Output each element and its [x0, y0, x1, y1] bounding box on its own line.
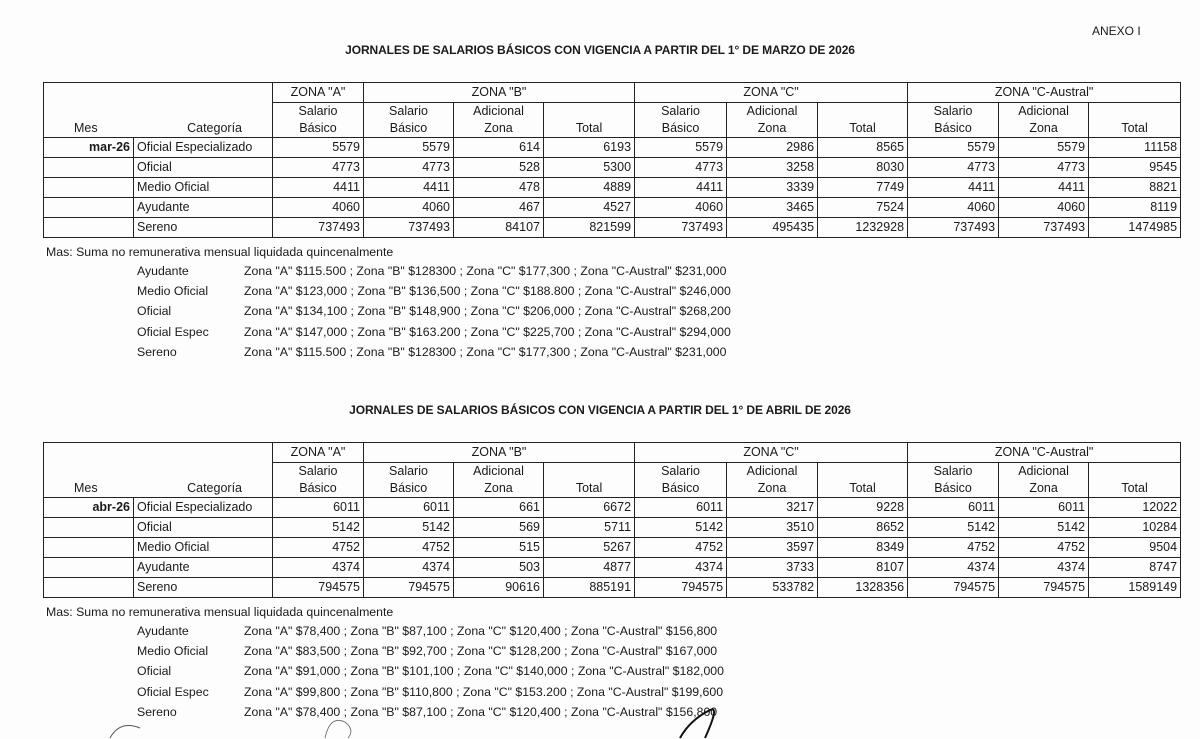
notes-march [46, 245, 731, 362]
cell-c-total: 8030 [818, 157, 908, 177]
cell-a-sal: 794575 [273, 577, 364, 597]
cell-mes [44, 197, 134, 217]
table-title-april: JORNALES DE SALARIOS BÁSICOS CON VIGENCIA A PARTIR DEL 1° DE ABRIL DE 2026 [349, 403, 851, 417]
cell-c-total: 9228 [818, 497, 908, 517]
header-c-salario: Salario Básico [635, 462, 727, 497]
notes-item-label: Medio Oficial [137, 644, 209, 659]
cell-c-adic: 3510 [727, 517, 818, 537]
cell-a-sal: 737493 [273, 217, 364, 237]
notes-item [46, 661, 724, 681]
notes-item-value: Zona "A" $78,400 ; Zona "B" $87,100 ; Zona "C" $120,400 ; Zona "C-Austral" $156,800 [244, 704, 718, 719]
annex-label: ANEXO I [1092, 24, 1141, 38]
cell-c-adic: 3733 [727, 557, 818, 577]
cell-a-sal: 4374 [273, 557, 364, 577]
cell-b-total: 5711 [544, 517, 635, 537]
header-mes: Mes [44, 462, 134, 497]
notes-item-label: Sereno [137, 704, 177, 719]
notes-item-value: Zona "A" $123,000 ; Zona "B" $136,500 ; Zona "C" $188.800 ; Zona "C-Austral" $246,000 [244, 284, 731, 299]
header-zona-c: ZONA "C" [635, 443, 908, 463]
cell-c-sal: 4752 [635, 537, 727, 557]
cell-c-sal: 4411 [635, 177, 727, 197]
cell-c-adic: 495435 [727, 217, 818, 237]
cell-c-total: 7524 [818, 197, 908, 217]
cell-b-adic: 569 [454, 517, 544, 537]
cell-mes: mar-26 [44, 137, 134, 157]
notes-item-value: Zona "A" $115.500 ; Zona "B" $128300 ; Zona "C" $177,300 ; Zona "C-Austral" $231,000 [244, 264, 727, 278]
cell-b-sal: 4060 [364, 197, 454, 217]
cell-mes [44, 537, 134, 557]
cell-c-adic: 3217 [727, 497, 818, 517]
notes-intro: Mas: Suma no remunerativa mensual liquidada quincenalmente [46, 245, 394, 259]
cell-c-total: 8107 [818, 557, 908, 577]
cell-mes [44, 517, 134, 537]
cell-ca-adic: 6011 [999, 497, 1089, 517]
cell-b-sal: 6011 [364, 497, 454, 517]
cell-b-total: 6672 [544, 497, 635, 517]
header-zona-c-austral: ZONA "C-Austral" [908, 83, 1181, 103]
table-row [44, 217, 1181, 237]
cell-ca-adic: 5142 [999, 517, 1089, 537]
cell-ca-sal: 4773 [908, 157, 999, 177]
cell-b-sal: 5579 [364, 137, 454, 157]
header-blank [44, 83, 134, 103]
cell-ca-total: 9504 [1089, 537, 1181, 557]
notes-item [46, 342, 731, 362]
cell-ca-adic: 4752 [999, 537, 1089, 557]
header-ca-adicional: Adicional Zona [999, 462, 1089, 497]
header-b-salario: Salario Básico [364, 102, 454, 137]
notes-item-value: Zona "A" $83,500 ; Zona "B" $92,700 ; Zona "C" $128,200 ; Zona "C-Austral" $167,000 [244, 644, 718, 659]
cell-ca-sal: 4060 [908, 197, 999, 217]
notes-item-value: Zona "A" $78,400 ; Zona "B" $87,100 ; Zona "C" $120,400 ; Zona "C-Austral" $156,800 [244, 624, 718, 638]
header-a-salario: Salario Básico [273, 102, 364, 137]
header-zona-c-austral: ZONA "C-Austral" [908, 443, 1181, 463]
cell-b-total: 4527 [544, 197, 635, 217]
cell-b-sal: 4752 [364, 537, 454, 557]
cell-c-total: 7749 [818, 177, 908, 197]
cell-categoria: Ayudante [134, 557, 273, 577]
cell-b-adic: 528 [454, 157, 544, 177]
cell-c-adic: 3597 [727, 537, 818, 557]
header-ca-salario: Salario Básico [908, 462, 999, 497]
notes-item-label: Oficial Espec [137, 324, 209, 339]
cell-ca-sal: 6011 [908, 497, 999, 517]
cell-b-total: 821599 [544, 217, 635, 237]
cell-mes [44, 557, 134, 577]
header-zona-a: ZONA "A" [273, 443, 364, 463]
notes-item [46, 322, 731, 342]
cell-c-sal: 4374 [635, 557, 727, 577]
notes-item-label: Sereno [137, 344, 177, 359]
header-blank [134, 443, 273, 463]
header-categoria: Categoría [134, 462, 273, 497]
notes-item-value: Zona "A" $99,800 ; Zona "B" $110,800 ; Zona "C" $153.200 ; Zona "C-Austral" $199,600 [244, 684, 724, 699]
cell-c-sal: 5142 [635, 517, 727, 537]
notes-item [46, 301, 731, 321]
cell-b-adic: 84107 [454, 217, 544, 237]
header-ca-total: Total [1089, 462, 1181, 497]
cell-ca-sal: 5579 [908, 137, 999, 157]
salary-table-april [43, 442, 1181, 598]
cell-ca-sal: 4752 [908, 537, 999, 557]
cell-ca-total: 8821 [1089, 177, 1181, 197]
notes-item-value: Zona "A" $134,100 ; Zona "B" $148,900 ; Zona "C" $206,000 ; Zona "C-Austral" $268,200 [244, 304, 731, 319]
cell-ca-adic: 4060 [999, 197, 1089, 217]
notes-item-label: Oficial Espec [137, 684, 209, 699]
cell-ca-sal: 737493 [908, 217, 999, 237]
cell-c-total: 8349 [818, 537, 908, 557]
cell-categoria: Sereno [134, 217, 273, 237]
table-row [44, 517, 1181, 537]
cell-ca-adic: 737493 [999, 217, 1089, 237]
cell-ca-total: 11158 [1089, 137, 1181, 157]
cell-ca-adic: 5579 [999, 137, 1089, 157]
cell-c-total: 1232928 [818, 217, 908, 237]
cell-a-sal: 4411 [273, 177, 364, 197]
notes-item-label: Oficial [137, 664, 172, 679]
cell-categoria: Ayudante [134, 197, 273, 217]
notes-item [46, 281, 731, 301]
notes-item-value: Zona "A" $115.500 ; Zona "B" $128300 ; Zona "C" $177,300 ; Zona "C-Austral" $231,000 [244, 344, 727, 359]
cell-b-adic: 515 [454, 537, 544, 557]
table-row [44, 577, 1181, 597]
cell-ca-total: 10284 [1089, 517, 1181, 537]
cell-a-sal: 5142 [273, 517, 364, 537]
header-zona-b: ZONA "B" [364, 443, 635, 463]
notes-item-label: Medio Oficial [137, 284, 209, 299]
table-row [44, 497, 1181, 517]
cell-b-adic: 478 [454, 177, 544, 197]
notes-item [46, 261, 731, 281]
cell-mes: abr-26 [44, 497, 134, 517]
cell-ca-adic: 4374 [999, 557, 1089, 577]
cell-ca-sal: 794575 [908, 577, 999, 597]
header-b-total: Total [544, 102, 635, 137]
cell-ca-total: 8747 [1089, 557, 1181, 577]
cell-mes [44, 157, 134, 177]
cell-b-sal: 4374 [364, 557, 454, 577]
table-row [44, 157, 1181, 177]
cell-c-sal: 6011 [635, 497, 727, 517]
cell-ca-sal: 5142 [908, 517, 999, 537]
header-ca-adicional: Adicional Zona [999, 102, 1089, 137]
table-row [44, 557, 1181, 577]
cell-ca-total: 1474985 [1089, 217, 1181, 237]
header-c-adicional: Adicional Zona [727, 462, 818, 497]
cell-ca-sal: 4411 [908, 177, 999, 197]
header-categoria: Categoría [134, 102, 273, 137]
cell-b-total: 6193 [544, 137, 635, 157]
cell-mes [44, 217, 134, 237]
cell-b-adic: 467 [454, 197, 544, 217]
cell-a-sal: 4773 [273, 157, 364, 177]
cell-b-total: 4877 [544, 557, 635, 577]
cell-ca-sal: 4374 [908, 557, 999, 577]
header-c-total: Total [818, 462, 908, 497]
header-c-adicional: Adicional Zona [727, 102, 818, 137]
salary-table-march [43, 82, 1181, 238]
cell-b-total: 4889 [544, 177, 635, 197]
cell-ca-adic: 4773 [999, 157, 1089, 177]
cell-b-adic: 503 [454, 557, 544, 577]
header-ca-total: Total [1089, 102, 1181, 137]
notes-item [46, 682, 724, 702]
cell-categoria: Sereno [134, 577, 273, 597]
cell-ca-adic: 4411 [999, 177, 1089, 197]
header-zona-c: ZONA "C" [635, 83, 908, 103]
cell-c-sal: 4773 [635, 157, 727, 177]
cell-categoria: Oficial [134, 517, 273, 537]
table-body [44, 137, 1181, 237]
notes-item [46, 621, 724, 641]
table-body [44, 497, 1181, 597]
cell-b-adic: 90616 [454, 577, 544, 597]
table-row [44, 197, 1181, 217]
table-row [44, 177, 1181, 197]
cell-c-total: 8565 [818, 137, 908, 157]
table-title-march: JORNALES DE SALARIOS BÁSICOS CON VIGENCIA A PARTIR DEL 1° DE MARZO DE 2026 [345, 43, 855, 57]
header-blank [44, 443, 134, 463]
cell-b-total: 885191 [544, 577, 635, 597]
notes-item [46, 641, 724, 661]
cell-b-total: 5300 [544, 157, 635, 177]
notes-item-value: Zona "A" $91,000 ; Zona "B" $101,100 ; Zona "C" $140,000 ; Zona "C-Austral" $182,000 [244, 664, 724, 679]
cell-b-total: 5267 [544, 537, 635, 557]
header-b-adicional: Adicional Zona [454, 102, 544, 137]
cell-b-sal: 5142 [364, 517, 454, 537]
notes-april [46, 605, 724, 722]
header-b-total: Total [544, 462, 635, 497]
cell-c-total: 8652 [818, 517, 908, 537]
cell-a-sal: 4060 [273, 197, 364, 217]
cell-categoria: Medio Oficial [134, 537, 273, 557]
cell-b-sal: 737493 [364, 217, 454, 237]
notes-intro: Mas: Suma no remunerativa mensual liquidada quincenalmente [46, 605, 394, 619]
notes-item-value: Zona "A" $147,000 ; Zona "B" $163.200 ; Zona "C" $225,700 ; Zona "C-Austral" $294,000 [244, 324, 731, 339]
cell-ca-total: 8119 [1089, 197, 1181, 217]
cell-c-adic: 3465 [727, 197, 818, 217]
header-b-adicional: Adicional Zona [454, 462, 544, 497]
cell-c-sal: 4060 [635, 197, 727, 217]
header-c-total: Total [818, 102, 908, 137]
cell-c-adic: 3258 [727, 157, 818, 177]
cell-b-sal: 4411 [364, 177, 454, 197]
header-ca-salario: Salario Básico [908, 102, 999, 137]
notes-item-label: Ayudante [137, 264, 189, 278]
cell-mes [44, 177, 134, 197]
cell-c-total: 1328356 [818, 577, 908, 597]
cell-b-adic: 614 [454, 137, 544, 157]
header-a-salario: Salario Básico [273, 462, 364, 497]
cell-c-sal: 794575 [635, 577, 727, 597]
cell-a-sal: 6011 [273, 497, 364, 517]
cell-c-adic: 3339 [727, 177, 818, 197]
table-row [44, 537, 1181, 557]
cell-ca-adic: 794575 [999, 577, 1089, 597]
cell-categoria: Medio Oficial [134, 177, 273, 197]
cell-ca-total: 1589149 [1089, 577, 1181, 597]
cell-c-sal: 737493 [635, 217, 727, 237]
cell-c-sal: 5579 [635, 137, 727, 157]
cell-b-adic: 661 [454, 497, 544, 517]
header-zona-a: ZONA "A" [273, 83, 364, 103]
header-blank [134, 83, 273, 103]
cell-ca-total: 12022 [1089, 497, 1181, 517]
table-row [44, 137, 1181, 157]
header-b-salario: Salario Básico [364, 462, 454, 497]
notes-item [46, 702, 724, 722]
cell-c-adic: 2986 [727, 137, 818, 157]
cell-categoria: Oficial Especializado [134, 497, 273, 517]
header-c-salario: Salario Básico [635, 102, 727, 137]
cell-c-adic: 533782 [727, 577, 818, 597]
notes-item-label: Oficial [137, 304, 172, 319]
cell-categoria: Oficial [134, 157, 273, 177]
cell-a-sal: 5579 [273, 137, 364, 157]
cell-categoria: Oficial Especializado [134, 137, 273, 157]
header-zona-b: ZONA "B" [364, 83, 635, 103]
cell-b-sal: 794575 [364, 577, 454, 597]
cell-ca-total: 9545 [1089, 157, 1181, 177]
cell-b-sal: 4773 [364, 157, 454, 177]
header-mes: Mes [44, 102, 134, 137]
cell-a-sal: 4752 [273, 537, 364, 557]
notes-item-label: Ayudante [137, 624, 189, 638]
cell-mes [44, 577, 134, 597]
